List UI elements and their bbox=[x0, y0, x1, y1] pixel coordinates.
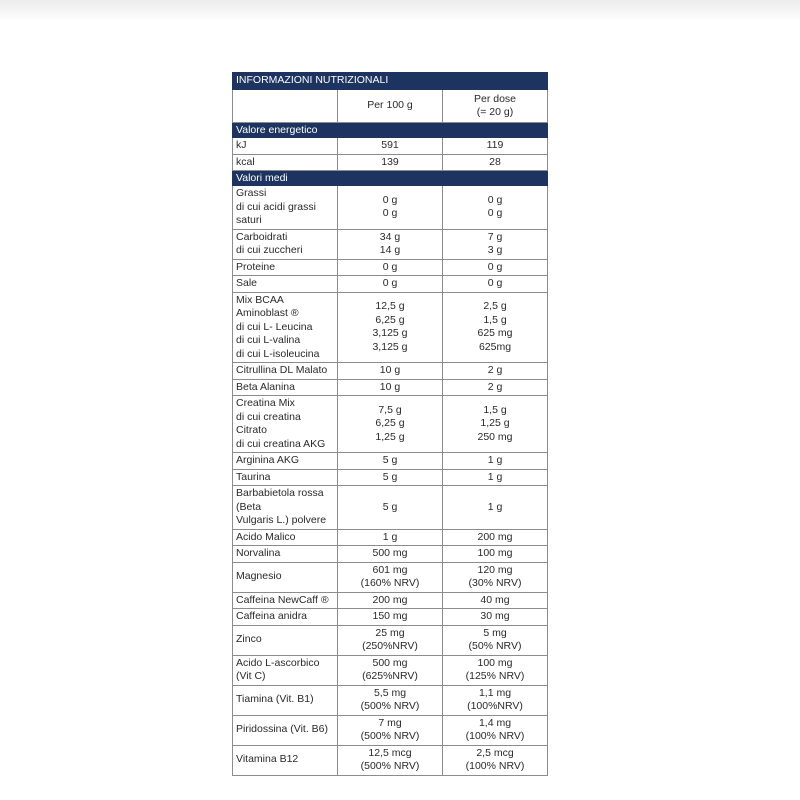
nutrient-label-cell bbox=[233, 745, 338, 775]
nutrient-label: Creatina Mix bbox=[236, 397, 295, 409]
value-per-dose: 1,25 g bbox=[480, 417, 510, 430]
table-row bbox=[233, 625, 548, 655]
value-per-100g: 200 mg bbox=[372, 593, 408, 606]
nutrient-label-cell bbox=[233, 186, 338, 230]
value-per-dose: 1,5 g bbox=[483, 403, 507, 416]
value-per-100g: 25 mg bbox=[375, 626, 405, 639]
nutrient-label-cell bbox=[233, 292, 338, 363]
table-row bbox=[233, 276, 548, 293]
value-per-dose: 40 mg bbox=[480, 593, 510, 606]
table-row bbox=[233, 486, 548, 530]
top-shadow bbox=[0, 0, 800, 22]
nutrient-label: di cui zuccheri bbox=[236, 244, 303, 256]
value-per-dose: 1,1 mg bbox=[478, 686, 512, 699]
column-header-per-dose-line2: (= 20 g) bbox=[476, 106, 514, 118]
nutrient-label: Grassi bbox=[236, 187, 267, 199]
value-per-dose-cell bbox=[443, 685, 548, 715]
table-title-row bbox=[233, 73, 548, 89]
nutrient-label: Taurina bbox=[236, 470, 271, 483]
column-header-row bbox=[233, 89, 548, 123]
value-per-dose: 0 g bbox=[487, 277, 503, 289]
value-per-100g-cell bbox=[338, 453, 443, 470]
value-per-dose: 625 mg bbox=[477, 327, 513, 340]
value-per-100g-cell bbox=[338, 229, 443, 259]
value-per-dose: 7 g bbox=[487, 230, 503, 243]
section-header-row bbox=[233, 171, 548, 186]
value-per-dose-cell bbox=[443, 379, 548, 396]
value-per-100g: 0 g bbox=[382, 207, 398, 220]
nutrient-label: Acido Malico bbox=[236, 530, 296, 543]
table-row bbox=[233, 138, 548, 155]
value-per-dose: 1 g bbox=[487, 454, 503, 466]
table-row bbox=[233, 229, 548, 259]
value-per-100g: 7 mg bbox=[378, 716, 402, 729]
nutrient-label-cell bbox=[233, 138, 338, 155]
column-header-per-100g: Per 100 g bbox=[338, 89, 443, 123]
nutrient-label: Mix BCAA Aminoblast ® bbox=[236, 293, 299, 319]
nutrient-label: Carboidrati bbox=[236, 230, 288, 243]
value-per-100g: 1,25 g bbox=[375, 430, 405, 443]
nutrient-label: kcal bbox=[236, 155, 255, 168]
table-row bbox=[233, 592, 548, 609]
value-per-100g: 601 mg bbox=[372, 563, 408, 576]
table-row bbox=[233, 453, 548, 470]
value-per-dose-cell bbox=[443, 396, 548, 453]
section-header: Valori medi bbox=[233, 171, 548, 186]
value-per-100g: (250%NRV) bbox=[362, 640, 418, 652]
value-per-dose: 1,4 mg bbox=[478, 716, 512, 729]
value-per-dose: 5 mg bbox=[483, 626, 507, 639]
nutrient-label: kJ bbox=[236, 139, 247, 151]
value-per-dose-cell bbox=[443, 609, 548, 626]
value-per-dose: 2,5 g bbox=[483, 300, 507, 313]
value-per-100g: 150 mg bbox=[372, 610, 408, 622]
nutrient-label-cell bbox=[233, 529, 338, 546]
value-per-dose-cell bbox=[443, 186, 548, 230]
nutrient-label-cell bbox=[233, 592, 338, 609]
value-per-dose: 0 g bbox=[487, 260, 503, 273]
value-per-dose: 3 g bbox=[487, 244, 503, 256]
value-per-100g: (160% NRV) bbox=[360, 577, 420, 589]
value-per-100g: 5 g bbox=[382, 500, 398, 513]
value-per-100g: 7,5 g bbox=[378, 403, 402, 416]
nutrient-label: Piridossina (Vit. B6) bbox=[236, 723, 329, 736]
nutrient-label: di cui L-isoleucina bbox=[236, 347, 320, 360]
value-per-100g: (625%NRV) bbox=[362, 670, 418, 682]
nutrient-label: Acido L-ascorbico (Vit C) bbox=[236, 656, 320, 682]
table-row bbox=[233, 529, 548, 546]
value-per-dose: 100 mg bbox=[477, 656, 513, 669]
value-per-dose-cell bbox=[443, 276, 548, 293]
column-header-per-dose bbox=[443, 89, 548, 123]
value-per-100g: 10 g bbox=[379, 380, 401, 393]
nutrient-label: Citrullina DL Malato bbox=[236, 364, 328, 376]
value-per-dose: 625mg bbox=[478, 340, 512, 353]
value-per-100g-cell bbox=[338, 276, 443, 293]
nutrient-label: di cui L- Leucina bbox=[236, 320, 313, 333]
table-row bbox=[233, 609, 548, 626]
value-per-100g-cell bbox=[338, 138, 443, 155]
value-per-100g: (500% NRV) bbox=[360, 730, 420, 742]
value-per-100g: 0 g bbox=[382, 277, 398, 289]
value-per-dose-cell bbox=[443, 154, 548, 171]
value-per-dose-cell bbox=[443, 625, 548, 655]
value-per-100g-cell bbox=[338, 486, 443, 530]
value-per-100g-cell bbox=[338, 685, 443, 715]
nutrient-label: Caffeina anidra bbox=[236, 610, 308, 622]
nutrient-label: Beta Alanina bbox=[236, 380, 295, 393]
value-per-dose: 1 g bbox=[487, 500, 503, 513]
value-per-100g-cell bbox=[338, 546, 443, 563]
nutrient-label: Sale bbox=[236, 277, 258, 289]
nutrient-label-cell bbox=[233, 685, 338, 715]
value-per-100g: 12,5 mcg bbox=[368, 746, 412, 759]
nutrient-label-cell bbox=[233, 276, 338, 293]
column-header-empty bbox=[233, 89, 338, 123]
nutrition-table bbox=[232, 72, 548, 776]
table-title: INFORMAZIONI NUTRIZIONALI bbox=[233, 73, 548, 89]
value-per-100g-cell bbox=[338, 592, 443, 609]
value-per-100g: 139 bbox=[381, 155, 399, 168]
value-per-dose: 28 bbox=[489, 155, 501, 168]
value-per-100g: 10 g bbox=[379, 364, 401, 376]
nutrient-label-cell bbox=[233, 562, 338, 592]
table-row bbox=[233, 685, 548, 715]
table-row bbox=[233, 469, 548, 486]
value-per-dose-cell bbox=[443, 715, 548, 745]
value-per-100g: 1 g bbox=[382, 530, 398, 543]
column-header-per-dose-line1: Per dose bbox=[473, 92, 517, 105]
value-per-dose-cell bbox=[443, 469, 548, 486]
value-per-dose-cell bbox=[443, 259, 548, 276]
value-per-100g: 3,125 g bbox=[372, 327, 408, 340]
nutrient-label-cell bbox=[233, 396, 338, 453]
value-per-100g-cell bbox=[338, 469, 443, 486]
nutrition-table-body bbox=[233, 73, 548, 776]
nutrient-label-cell bbox=[233, 609, 338, 626]
value-per-100g: 6,25 g bbox=[375, 417, 405, 430]
value-per-dose-cell bbox=[443, 562, 548, 592]
value-per-100g: 6,25 g bbox=[375, 313, 405, 326]
nutrient-label-cell bbox=[233, 486, 338, 530]
value-per-dose: 119 bbox=[486, 139, 504, 151]
section-header-row bbox=[233, 123, 548, 138]
table-row bbox=[233, 363, 548, 380]
value-per-dose-cell bbox=[443, 486, 548, 530]
value-per-100g: 5 g bbox=[382, 454, 398, 466]
nutrient-label-cell bbox=[233, 229, 338, 259]
value-per-100g-cell bbox=[338, 186, 443, 230]
value-per-dose: (100%NRV) bbox=[467, 700, 523, 712]
value-per-dose-cell bbox=[443, 229, 548, 259]
value-per-100g: (500% NRV) bbox=[360, 760, 420, 772]
value-per-dose-cell bbox=[443, 292, 548, 363]
nutrient-label: di cui L-valina bbox=[236, 334, 301, 346]
nutrient-label-cell bbox=[233, 363, 338, 380]
nutrient-label: di cui acidi grassi saturi bbox=[236, 200, 316, 226]
value-per-dose: (50% NRV) bbox=[468, 640, 522, 652]
value-per-dose: 2 g bbox=[487, 364, 503, 376]
nutrient-label-cell bbox=[233, 154, 338, 171]
value-per-100g-cell bbox=[338, 396, 443, 453]
nutrient-label-cell bbox=[233, 715, 338, 745]
value-per-100g-cell bbox=[338, 625, 443, 655]
value-per-100g-cell bbox=[338, 529, 443, 546]
value-per-100g-cell bbox=[338, 655, 443, 685]
value-per-100g-cell bbox=[338, 259, 443, 276]
table-row bbox=[233, 259, 548, 276]
value-per-dose: 2,5 mcg bbox=[476, 746, 514, 759]
nutrient-label: Norvalina bbox=[236, 547, 281, 559]
value-per-100g: 5,5 mg bbox=[373, 686, 407, 699]
value-per-100g-cell bbox=[338, 609, 443, 626]
value-per-100g-cell bbox=[338, 379, 443, 396]
value-per-dose-cell bbox=[443, 592, 548, 609]
value-per-100g: 3,125 g bbox=[372, 340, 408, 353]
value-per-dose: (30% NRV) bbox=[468, 577, 522, 589]
nutrient-label: Proteine bbox=[236, 260, 276, 273]
value-per-dose: 2 g bbox=[487, 380, 503, 393]
value-per-100g-cell bbox=[338, 715, 443, 745]
value-per-100g: 5 g bbox=[382, 470, 398, 483]
value-per-dose: (100% NRV) bbox=[465, 730, 525, 742]
value-per-dose-cell bbox=[443, 363, 548, 380]
table-row bbox=[233, 715, 548, 745]
value-per-dose: 1 g bbox=[487, 470, 503, 483]
nutrient-label-cell bbox=[233, 546, 338, 563]
table-row bbox=[233, 396, 548, 453]
value-per-dose: 250 mg bbox=[477, 430, 513, 443]
value-per-100g-cell bbox=[338, 154, 443, 171]
nutrient-label-cell bbox=[233, 259, 338, 276]
value-per-100g: 14 g bbox=[379, 244, 401, 256]
nutrient-label-cell bbox=[233, 625, 338, 655]
value-per-100g: 12,5 g bbox=[375, 300, 405, 313]
nutrient-label: di cui creatina AKG bbox=[236, 437, 326, 450]
value-per-dose-cell bbox=[443, 138, 548, 155]
value-per-dose: (100% NRV) bbox=[465, 760, 525, 772]
value-per-dose-cell bbox=[443, 745, 548, 775]
table-row bbox=[233, 745, 548, 775]
value-per-100g-cell bbox=[338, 363, 443, 380]
value-per-dose: 100 mg bbox=[477, 547, 513, 559]
value-per-dose: 0 g bbox=[487, 193, 503, 206]
nutrient-label: Vitamina B12 bbox=[236, 753, 299, 766]
nutrient-label: Vulgaris L.) polvere bbox=[236, 514, 327, 526]
table-row bbox=[233, 186, 548, 230]
nutrient-label: Arginina AKG bbox=[236, 454, 300, 466]
value-per-100g: 500 mg bbox=[372, 656, 408, 669]
value-per-dose: 0 g bbox=[487, 207, 503, 220]
value-per-dose-cell bbox=[443, 655, 548, 685]
nutrient-label: Magnesio bbox=[236, 570, 282, 583]
value-per-100g-cell bbox=[338, 292, 443, 363]
value-per-dose-cell bbox=[443, 453, 548, 470]
table-row bbox=[233, 379, 548, 396]
table-row bbox=[233, 154, 548, 171]
value-per-dose: 30 mg bbox=[480, 610, 510, 622]
section-header: Valore energetico bbox=[233, 123, 548, 138]
value-per-dose: 200 mg bbox=[477, 530, 513, 543]
value-per-dose: 1,5 g bbox=[483, 313, 507, 326]
table-row bbox=[233, 546, 548, 563]
value-per-100g: (500% NRV) bbox=[360, 700, 420, 712]
nutrient-label-cell bbox=[233, 469, 338, 486]
table-row bbox=[233, 655, 548, 685]
table-row bbox=[233, 562, 548, 592]
value-per-dose: (125% NRV) bbox=[465, 670, 525, 682]
nutrient-label-cell bbox=[233, 655, 338, 685]
value-per-dose: 120 mg bbox=[477, 563, 513, 576]
nutrient-label-cell bbox=[233, 379, 338, 396]
nutrient-label: Caffeina NewCaff ® bbox=[236, 593, 329, 606]
value-per-100g-cell bbox=[338, 562, 443, 592]
nutrient-label: di cui creatina Citrato bbox=[236, 410, 301, 436]
table-row bbox=[233, 292, 548, 363]
value-per-dose-cell bbox=[443, 546, 548, 563]
value-per-100g: 0 g bbox=[382, 193, 398, 206]
value-per-100g: 34 g bbox=[379, 230, 401, 243]
value-per-100g: 0 g bbox=[382, 260, 398, 273]
nutrient-label: Tiamina (Vit. B1) bbox=[236, 693, 314, 706]
nutrient-label: Zinco bbox=[236, 633, 262, 646]
value-per-100g-cell bbox=[338, 745, 443, 775]
value-per-100g: 591 bbox=[381, 139, 399, 151]
value-per-100g: 500 mg bbox=[372, 547, 408, 559]
nutrient-label: Barbabietola rossa (Beta bbox=[236, 487, 324, 513]
nutrient-label-cell bbox=[233, 453, 338, 470]
value-per-dose-cell bbox=[443, 529, 548, 546]
